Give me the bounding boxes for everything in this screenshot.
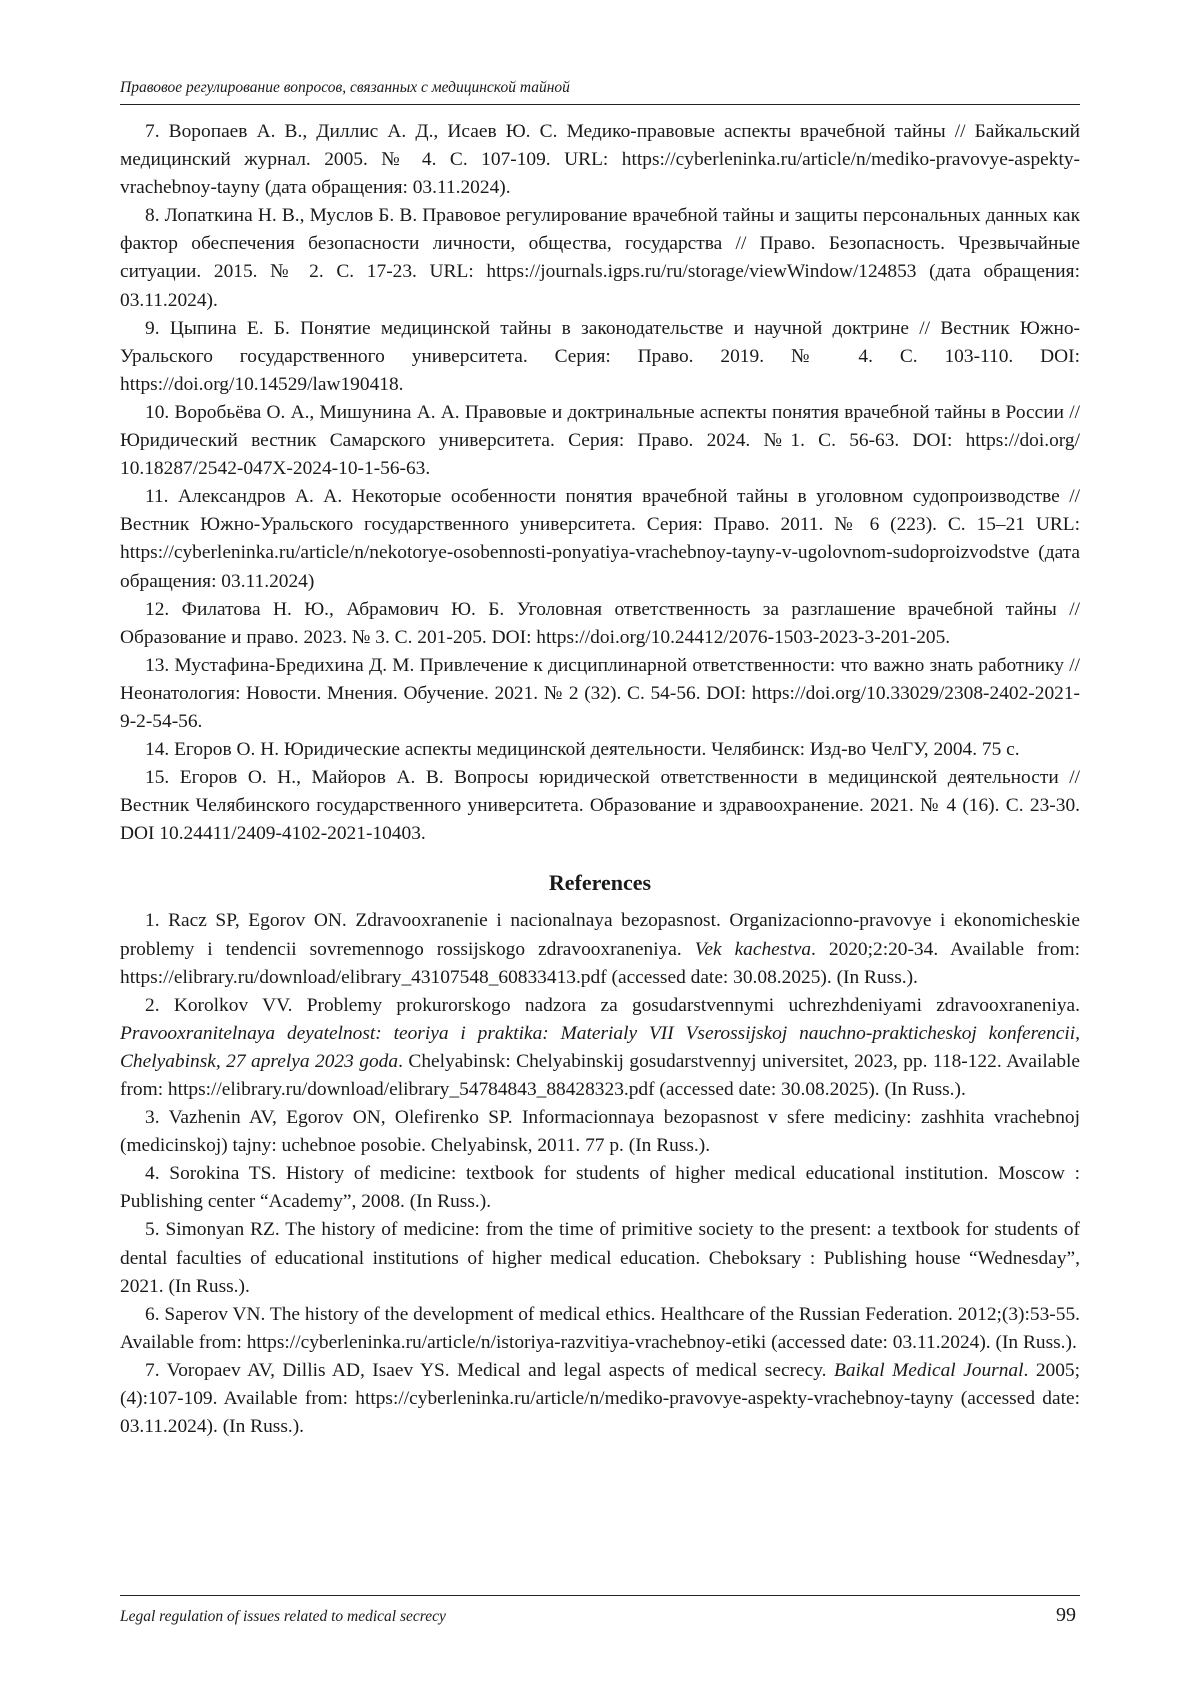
footer-title: Legal regulation of issues related to medical secrecy <box>120 1608 446 1625</box>
russian-reference-list <box>120 118 1080 848</box>
reference-item <box>120 1216 1080 1300</box>
reference-item: 14. Егоров О. Н. Юридические аспекты медицинской деятельности. Челябинск: Изд-во ЧелГУ, 2004. 75 с. <box>145 739 1020 761</box>
reference-item <box>120 1160 1080 1216</box>
header-title: Правовое регулирование вопросов, связанных с медицинской тайной <box>120 79 570 96</box>
reference-text-tail: . 2020;2:20-34. Available from: https://elibrary.ru/download/elibrary_43107548_60833413.pdf (accessed date: 30.08.2025). (In Russ.). <box>120 938 1080 988</box>
reference-item: 8. Лопаткина Н. В., Муслов Б. В. Правовое регулирование врачебной тайны и защиты персональных данных как фактор обеспечения безопасности личности, общества, государства // Право. Безопасность. Чрезвычайные ситуации. 2015. № 2. С. 17-23. URL: https://journals.igps.ru/ru/storage/viewWindow/124853 (дата обращения: 03.11.2024). <box>120 205 1080 311</box>
reference-text: 3. Vazhenin AV, Egorov ON, Olefirenko SP. Informacionnaya bezopasnost v sfere mediciny: zashhita vrachebnoj (medicinskoj) tajny: uchebnoe posobie. Chelyabinsk, 2011. 77 p. (In Russ.). <box>120 1107 1080 1157</box>
reference-source-italic: Pravooxranitelnaya deyatelnost: teoriya i praktika: Materialy VII Vserossijskoj nauchno-prakticheskoj konferencii, Chelyabinsk, 27 aprelya 2023 goda <box>120 1022 1080 1072</box>
page-number: 99 <box>1056 1604 1076 1626</box>
running-header <box>120 78 1080 105</box>
reference-item <box>120 907 1080 991</box>
reference-text: 2. Korolkov VV. Problemy prokurorskogo nadzora za gosudarstvennymi uchrezhdeniyami zdravooxraneniya. <box>145 994 1080 1016</box>
reference-text-tail: . 2005;(4):107-109. Available from: https://cyberleninka.ru/article/n/mediko-pravovye-aspekty-vrachebnoy-tayny (accessed date: 03.11.2024). (In Russ.). <box>120 1359 1080 1438</box>
reference-item <box>120 992 1080 1104</box>
reference-text: 6. Saperov VN. The history of the development of medical ethics. Healthcare of the Russian Federation. 2012;(3):53-55. Available from: https://cyberleninka.ru/article/n/istoriya-razvitiya-vrachebnoy-etiki (accessed date: 03.11.2024). (In Russ.). <box>120 1303 1080 1353</box>
reference-item: 10. Воробьёва О. А., Мишунина А. А. Правовые и доктринальные аспекты понятия врачебной тайны в России // Юридический вестник Самарского университета. Серия: Право. 2024. №1. С. 56-63. DOI: https://doi.org/ 10.18287/2542-047X-2024-10-1-56-63. <box>120 401 1080 480</box>
reference-text: 4. Sorokina TS. History of medicine: textbook for students of higher medical educational institution. Moscow : Publishing center “Academy”, 2008. (In Russ.). <box>120 1163 1080 1213</box>
running-footer <box>120 1595 1080 1636</box>
reference-item <box>120 1301 1080 1357</box>
references-heading: References <box>548 870 652 896</box>
reference-text: 1. Racz SP, Egorov ON. Zdravooxranenie i nacionalnaya bezopasnost. Organizacionno-pravovye i ekonomicheskie problemy i tendencii sovremennogo rossijskogo zdravooxraneniya. <box>120 910 1080 960</box>
reference-text: 5. Simonyan RZ. The history of medicine: from the time of primitive society to the present: a textbook for students of dental faculties of educational institutions of higher medical education. Cheboksary : Publishing house “Wednesday”, 2021. (In Russ.). <box>120 1219 1080 1297</box>
english-reference-list <box>120 907 1080 1441</box>
reference-item: 11. Александров А. А. Некоторые особенности понятия врачебной тайны в уголовном судопроизводстве // Вестник Южно-Уральского государственного университета. Серия: Право. 2011. № 6 (223). С. 15–21 URL: https://cyberleninka.ru/article/n/nekotorye-osobennosti-ponyatiya-vrachebnoy-tayny-v-ugolovnom-sudoproizvodstve (дата обращения: 03.11.2024) <box>120 486 1080 592</box>
reference-item: 12. Филатова Н. Ю., Абрамович Ю. Б. Уголовная ответственность за разглашение врачебной тайны // Образование и право. 2023. № 3. С. 201-205. DOI: https://doi.org/10.24412/2076-1503-2023-3-201-205. <box>120 598 1080 648</box>
reference-item: 13. Мустафина-Бредихина Д. М. Привлечение к дисциплинарной ответственности: что важно знать работнику // Неонатология: Новости. Мнения. Обучение. 2021. № 2 (32). С. 54-56. DOI: https://doi.org/10.33029/2308-2402-2021-9-2-54-56. <box>120 654 1080 732</box>
reference-item: 9. Цыпина Е. Б. Понятие медицинской тайны в законодательстве и научной доктрине // Вестник Южно-Уральского государственного университета. Серия: Право. 2019. № 4. С. 103-110. DOI: https://doi.org/10.14529/law190418. <box>120 317 1080 395</box>
reference-item <box>120 1104 1080 1160</box>
main-content <box>120 118 1080 1441</box>
reference-item: 7. Воропаев А. В., Диллис А. Д., Исаев Ю. С. Медико-правовые аспекты врачебной тайны // Байкальский медицинский журнал. 2005. № 4. С. 107-109. URL: https://cyberleninka.ru/article/n/mediko-pravovye-aspekty-vrachebnoy-tayny (дата обращения: 03.11.2024). <box>120 121 1080 199</box>
reference-item <box>120 1357 1080 1441</box>
reference-source-italic: Baikal Medical Journal <box>834 1359 1024 1381</box>
reference-source-italic: Vek kachestva <box>694 938 812 960</box>
reference-item: 15. Егоров О. Н., Майоров А. В. Вопросы юридической ответственности в медицинской деятельности // Вестник Челябинского государственного университета. Образование и здравоохранение. 2021. № 4 (16). С. 23-30. DOI 10.24411/2409-4102-2021-10403. <box>120 767 1080 845</box>
reference-text-tail: . Chelyabinsk: Chelyabinskij gosudarstvennyj universitet, 2023, pp. 118-122. Available from: https://elibrary.ru/download/elibrary_54784843_88428323.pdf (accessed date: 30.08.2025). (In Russ.). <box>120 1050 1081 1100</box>
reference-text: 7. Voropaev AV, Dillis AD, Isaev YS. Medical and legal aspects of medical secrecy. <box>145 1359 835 1381</box>
